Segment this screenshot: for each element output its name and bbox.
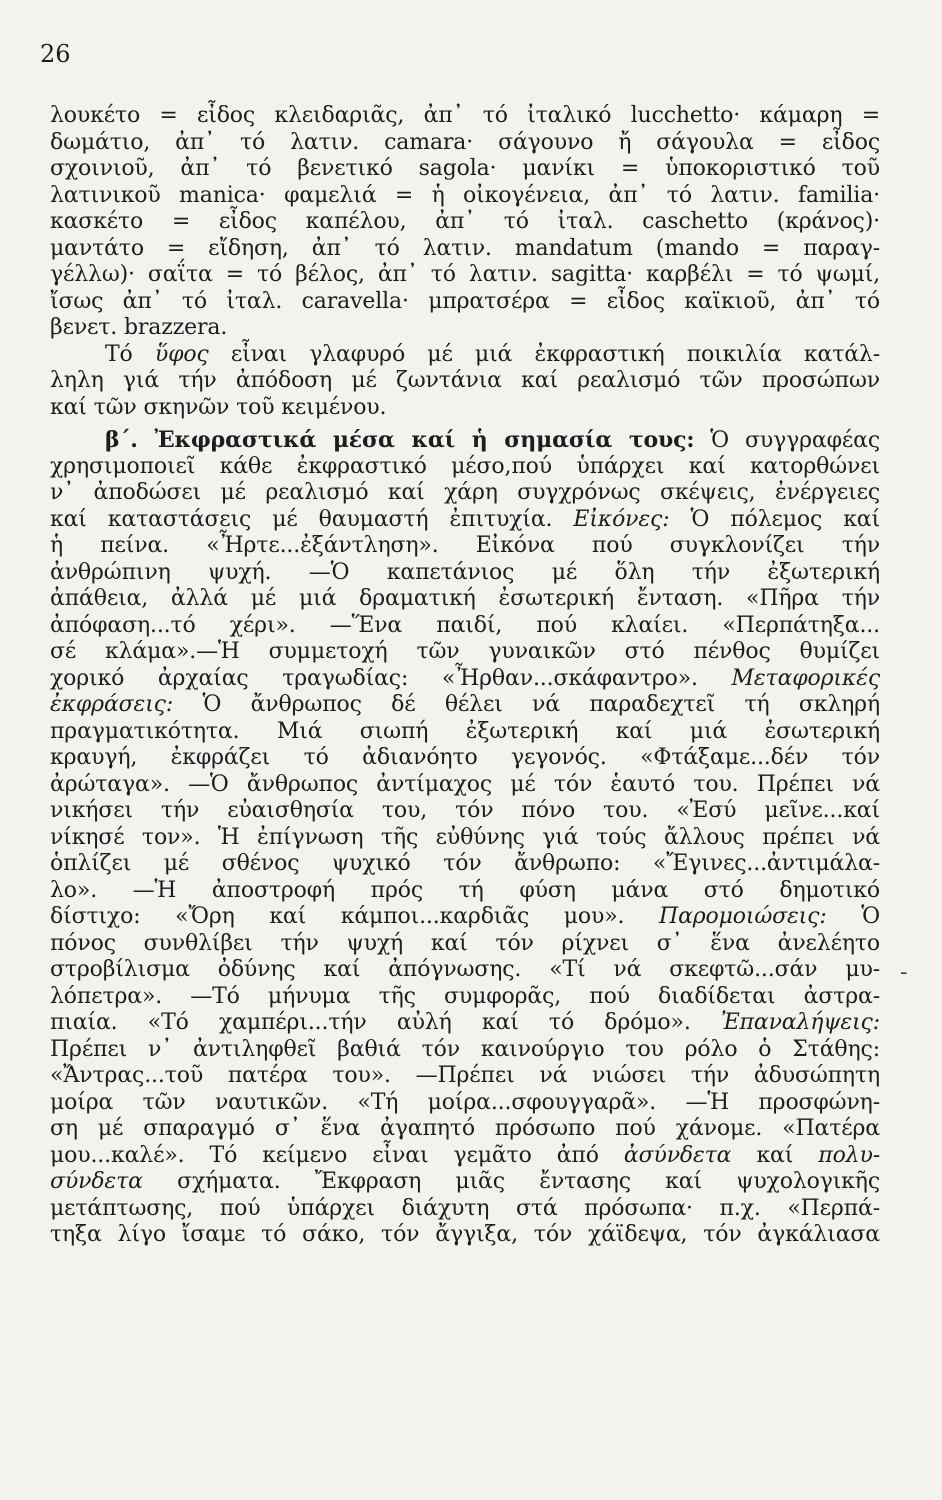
text-segment: ὁπλίζει μέ σθένος ψυχικό τόν ἄνθρωπο: «Ἔγινες...ἀντιμάλα- xyxy=(50,851,880,876)
text-segment: νικήσει τήν εὐαισθησία του, τόν πόνο του. «Ἐσύ μεῖνε...καί xyxy=(50,798,880,823)
text-line xyxy=(50,904,880,931)
text-line xyxy=(50,236,880,263)
text-segment: νίκησέ τον». Ἡ ἐπίγνωση τῆς εὐθύνης γιά τούς ἄλλους πρέπει νά xyxy=(50,824,880,850)
text-line xyxy=(50,772,880,799)
text-segment: Ὁ ἄνθρωπος δέ θέλει νά παραδεχτεῖ τή σκληρή xyxy=(173,692,880,717)
text-segment: μετάπτωσης, πού ὑπάρχει διάχυτη στά πρόσωπα· π.χ. «Περπά- xyxy=(50,1195,880,1221)
text-segment: μοίρα τῶν ναυτικῶν. «Τή μοίρα...σφουγγαρᾶ». —Ἡ προσφώνη- xyxy=(50,1089,880,1115)
text-segment: βενετ. brazzera. xyxy=(50,315,228,340)
text-segment: λατινικοῦ manica· φαμελιά = ἡ οἰκογένεια, ἀπ᾽ τό λατιν. familia· xyxy=(50,182,880,208)
italic-term: Ἐπαναλήψεις: xyxy=(720,1010,880,1035)
section-heading: β΄. Ἐκφραστικά μέσα καί ἡ σημασία τους: xyxy=(105,427,695,453)
text-segment: ληλη γιά τήν ἀπόδοση μέ ζωντάνια καί ρεαλισμό τῶν προσώπων xyxy=(50,368,880,393)
text-segment: καί τῶν σκηνῶν τοῦ κειμένου. xyxy=(50,394,387,420)
text-line xyxy=(50,745,880,772)
text-line xyxy=(50,427,880,454)
text-segment: ἀπάθεια, ἀλλά μέ μιά δραματική ἐσωτερική ἔνταση. «Πῆρα τήν xyxy=(50,586,880,611)
italic-term: ἐκφράσεις: xyxy=(50,692,174,717)
text-line xyxy=(50,957,880,984)
text-segment: σέ κλάμα».—Ἡ συμμετοχή τῶν γυναικῶν στό πένθος θυμίζει xyxy=(50,639,880,664)
italic-term: ἀσύνδετα xyxy=(623,1142,732,1168)
text-segment: Τό xyxy=(105,341,155,367)
margin-mark: - xyxy=(900,960,908,985)
text-line xyxy=(50,586,880,613)
text-line xyxy=(50,315,880,342)
text-segment: «Ἄντρας...τοῦ πατέρα του». —Πρέπει νά νιώσει τήν ἀδυσώπητη xyxy=(50,1063,880,1088)
text-segment: σχήματα. Ἔκφραση μιᾶς ἔντασης καί ψυχολογικῆς xyxy=(142,1169,880,1194)
text-segment: ἀρώταγα». —Ὁ ἄνθρωπος ἀντίμαχος μέ τόν ἑαυτό του. Πρέπει νά xyxy=(50,771,880,797)
text-line xyxy=(50,1037,880,1064)
text-segment: στροβίλισμα ὀδύνης καί ἀπόγνωσης. «Τί νά σκεφτῶ...σάν μυ- xyxy=(50,957,880,982)
text-line xyxy=(50,103,880,130)
text-segment: δωμάτιο, ἀπ᾽ τό λατιν. camara· σάγουνο ἤ σάγουλα = εἶδος xyxy=(50,129,880,155)
text-line xyxy=(50,560,880,587)
text-line xyxy=(50,1063,880,1090)
text-segment: χρησιμοποιεῖ κάθε ἐκφραστικό μέσο,πού ὑπάρχει καί κατορθώνει xyxy=(50,453,880,479)
text-line xyxy=(50,1169,880,1196)
text-line xyxy=(50,507,880,534)
text-segment: σχοινιοῦ, ἀπ᾽ τό βενετικό sagola· μανίκι = ὑποκοριστικό τοῦ xyxy=(50,156,880,181)
text-segment: γέλλω)· σαΐτα = τό βέλος, ἀπ᾽ τό λατιν. sagitta· καρβέλι = τό ψωμί, xyxy=(50,262,880,287)
text-line xyxy=(50,692,880,719)
text-segment: πραγματικότητα. Μιά σιωπή ἐξωτερική καί μιά ἐσωτερική xyxy=(50,718,880,744)
text-line xyxy=(50,1222,880,1249)
text-segment: εἶναι γλαφυρό μέ μιά ἐκφραστική ποικιλία κατάλ- xyxy=(208,341,880,367)
body-text xyxy=(50,103,880,1249)
text-line xyxy=(50,262,880,289)
text-segment: λο». —Ἡ ἀποστροφή πρός τή φύση μάνα στό δημοτικό xyxy=(50,877,880,903)
text-line xyxy=(50,209,880,236)
text-line xyxy=(50,931,880,958)
text-line xyxy=(50,613,880,640)
text-line xyxy=(50,289,880,316)
text-segment: λόπετρα». —Τό μήνυμα τῆς συμφορᾶς, πού διαδίδεται ἀστρα- xyxy=(50,983,880,1009)
text-segment: ση μέ σπαραγμό σ᾽ ἕνα ἀγαπητό πρόσωπο πού χάνομε. «Πατέρα xyxy=(50,1116,880,1141)
text-segment: πιαία. «Τό χαμπέρι...τήν αὐλή καί τό δρόμο». xyxy=(50,1010,721,1035)
text-line xyxy=(50,851,880,878)
text-segment: ἀπόφαση...τό χέρι». —Ἕνα παιδί, πού κλαίει. «Περπάτηξα... xyxy=(50,612,880,638)
text-line xyxy=(50,480,880,507)
text-segment: μαντάτο = εἴδηση, ἀπ᾽ τό λατιν. mandatum (mando = παραγ- xyxy=(50,235,880,261)
text-line xyxy=(50,156,880,183)
text-segment: Πρέπει ν᾽ ἀντιληφθεῖ βαθιά τόν καινούργιο του ρόλο ὁ Στάθης: xyxy=(50,1036,880,1062)
text-line xyxy=(50,183,880,210)
text-segment: κραυγή, ἐκφράζει τό ἀδιανόητο γεγονός. «Φτάξαμε...δέν τόν xyxy=(50,745,880,770)
text-segment: ἴσως ἀπ᾽ τό ἰταλ. caravella· μπρατσέρα = εἶδος καϊκιοῦ, ἀπ᾽ τό xyxy=(50,288,880,314)
text-line xyxy=(50,533,880,560)
text-line xyxy=(50,454,880,481)
page-number: 26 xyxy=(40,40,71,68)
text-line xyxy=(50,825,880,852)
text-segment: Ὁ xyxy=(826,904,880,929)
text-line xyxy=(50,666,880,693)
text-segment: ἡ πείνα. «Ἦρτε...ἐξάντληση». Εἰκόνα πού συγκλονίζει τήν xyxy=(50,533,880,558)
text-segment: τηξα λίγο ἴσαμε τό σάκο, τόν ἄγγιξα, τόν χάϊδεψα, τόν ἀγκάλιασα xyxy=(50,1222,880,1247)
text-line xyxy=(50,1196,880,1223)
italic-term: πολυ- xyxy=(818,1142,880,1168)
text-line xyxy=(50,639,880,666)
text-line xyxy=(50,1143,880,1170)
text-segment: μου...καλέ». Τό κείμενο εἶναι γεμᾶτο ἀπό xyxy=(50,1142,624,1168)
text-line xyxy=(50,1010,880,1037)
italic-term: ὕφος xyxy=(154,341,209,367)
text-segment: πόνος συνθλίβει τήν ψυχή καί τόν ρίχνει σ᾽ ἕνα ἀνελέητο xyxy=(50,930,880,956)
italic-term: Εἰκόνες: xyxy=(573,506,670,532)
text-line xyxy=(50,1090,880,1117)
text-line xyxy=(50,719,880,746)
text-line xyxy=(50,368,880,395)
text-segment: ν᾽ ἀποδώσει μέ ρεαλισμό καί χάρη συγχρόνως σκέψεις, ἐνέργειες xyxy=(50,480,880,505)
text-segment: δίστιχο: «Ὄρη καί κάμποι...καρδιᾶς μου». xyxy=(50,904,660,929)
text-line xyxy=(50,395,880,422)
italic-term: σύνδετα xyxy=(50,1169,143,1194)
text-segment: λουκέτο = εἶδος κλειδαριᾶς, ἀπ᾽ τό ἰταλικό lucchetto· κάμαρη = xyxy=(50,103,880,128)
italic-term: Παρομοιώσεις: xyxy=(659,904,827,929)
text-segment: κασκέτο = εἶδος καπέλου, ἀπ᾽ τό ἰταλ. caschetto (κράνος)· xyxy=(50,209,880,234)
italic-term: Μεταφορικές xyxy=(731,665,880,691)
text-line xyxy=(50,984,880,1011)
text-line xyxy=(50,878,880,905)
text-line xyxy=(50,342,880,369)
text-segment: χορικό ἀρχαίας τραγωδίας: «Ἦρθαν...σκάφαντρο». xyxy=(50,665,732,691)
text-segment: Ὁ συγγραφέας xyxy=(694,428,880,453)
text-line xyxy=(50,130,880,157)
text-line xyxy=(50,1116,880,1143)
text-segment: ἀνθρώπινη ψυχή. —Ὁ καπετάνιος μέ ὅλη τήν ἐξωτερική xyxy=(50,559,880,585)
text-line xyxy=(50,798,880,825)
text-segment: καί xyxy=(731,1142,819,1168)
text-segment: καί καταστάσεις μέ θαυμαστή ἐπιτυχία. xyxy=(50,506,574,532)
text-segment: Ὁ πόλεμος καί xyxy=(669,506,880,532)
